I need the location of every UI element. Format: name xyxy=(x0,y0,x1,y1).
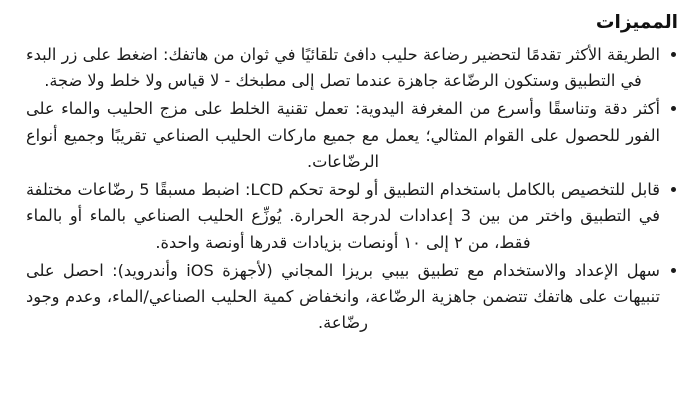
list-item xyxy=(22,42,678,94)
list-item-text: سهل الإعداد والاستخدام مع تطبيق بيبي بريزا المجاني (لأجهزة iOS وأندرويد): احصل على تنبيهات على هاتفك تتضمن جاهزية الرضّاعة، وانخفاض كمية الحليب الصناعي/الماء، وعدم وجود رضّاعة. xyxy=(26,260,660,333)
list-item xyxy=(22,258,678,337)
bullet-icon xyxy=(671,52,676,57)
list-item-text: أكثر دقة وتناسقًا وأسرع من المغرفة اليدوية: تعمل تقنية الخلط على مزج الحليب والماء على الفور للحصول على القوام المثالي؛ يعمل مع جميع ماركات الحليب الصناعي تقريبًا وجميع أنواع الرضّاعات. xyxy=(26,99,660,171)
list-item xyxy=(22,177,678,256)
list-item-text: قابل للتخصيص بالكامل باستخدام التطبيق أو لوحة تحكم LCD: اضبط مسبقًا 5 رضّاعات مختلفة في التطبيق واختر من بين 3 إعدادات لدرجة الحرارة. يُوزِّع الحليب الصناعي بالماء أو بالماء فقط، من ٢ إلى ١٠ أونصات بزيادات قدرها أونصة واحدة. xyxy=(26,180,660,252)
feature-list xyxy=(22,42,678,337)
page-title: المميزات xyxy=(595,12,678,33)
list-item-text: الطريقة الأكثر تقدمًا لتحضير رضاعة حليب دافئ تلقائيًا في ثوان من هاتفك: اضغط على زر البدء في التطبيق وستكون الرضّاعة جاهزة عندما تصل إلى مطبخك - لا قياس ولا خلط ولا ضجة. xyxy=(26,44,660,91)
bullet-icon xyxy=(671,187,676,192)
bullet-icon xyxy=(671,268,676,273)
list-item xyxy=(22,96,678,175)
bullet-icon xyxy=(671,106,676,111)
